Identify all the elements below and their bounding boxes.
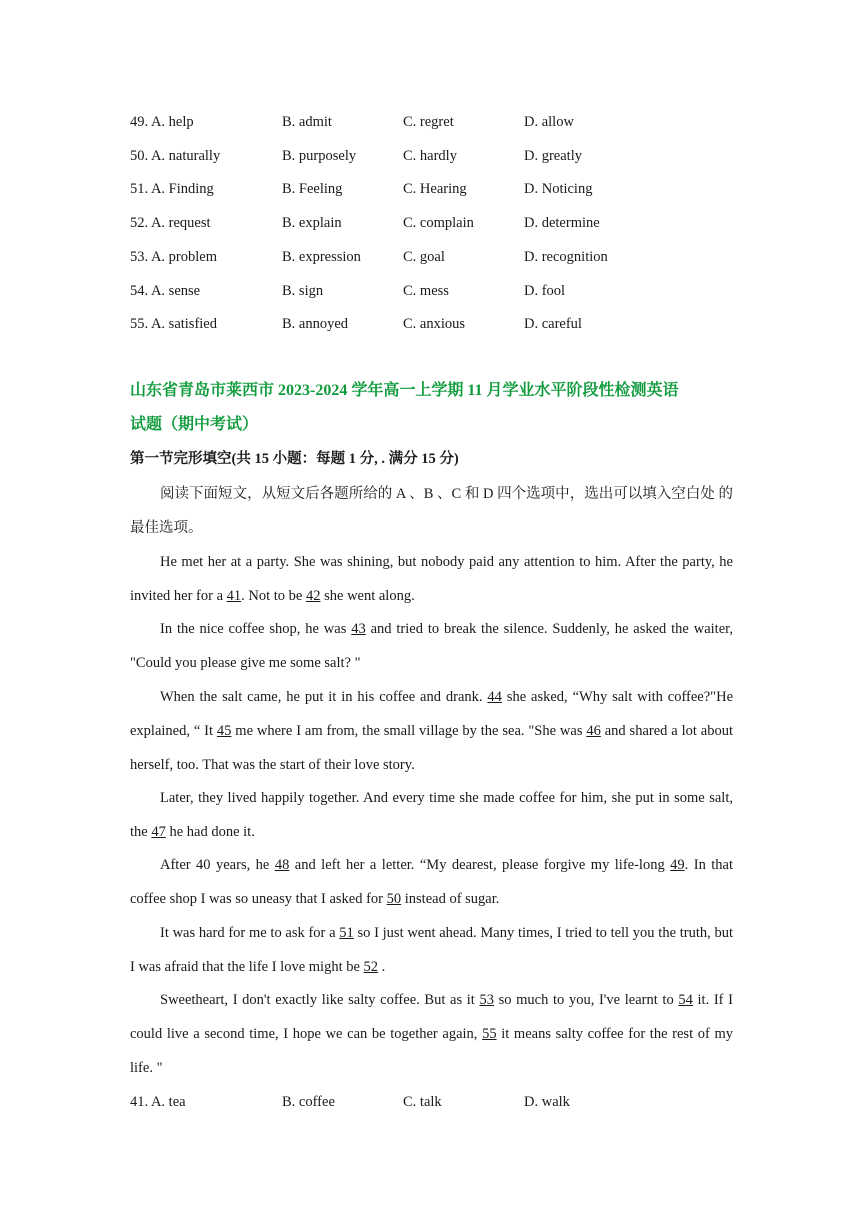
- option-a: 50. A. naturally: [130, 148, 221, 164]
- exam-title-line-2: 试题（期中考试）: [130, 416, 259, 433]
- section-heading: 第一节完形填空(共 15 小题：每题 1 分, . 满分 15 分): [130, 451, 459, 467]
- option-d: D. recognition: [524, 249, 608, 265]
- option-b: B. annoyed: [282, 316, 349, 332]
- blank-43: 43: [351, 621, 366, 637]
- option-b: B. purposely: [282, 148, 357, 164]
- blank-50: 50: [386, 891, 402, 907]
- option-d: D. greatly: [524, 148, 582, 164]
- option-c: C. talk: [403, 1094, 442, 1110]
- option-b: B. coffee: [282, 1094, 335, 1110]
- blank-47: 47: [151, 824, 166, 840]
- option-d: D. determine: [524, 215, 600, 231]
- option-row-50: [130, 146, 730, 166]
- blank-46: 46: [586, 723, 601, 739]
- option-row-53: [130, 247, 730, 267]
- option-a: 55. A. satisfied: [130, 316, 217, 332]
- passage-paragraph-7: Sweetheart, I don't exactly like salty coffee. But as it 53 so much to you, I've learnt to 54 it. If I could live a second time, I hope we can be together again, 55 it means salty coffee for the rest of my life. ": [130, 992, 733, 1076]
- blank-42: 42: [305, 588, 321, 604]
- option-d: D. walk: [524, 1094, 570, 1110]
- option-a: 51. A. Finding: [130, 181, 214, 197]
- passage-paragraph-4: Later, they lived happily together. And every time she made coffee for him, she put in some salt, the 47 he had done it.: [130, 790, 733, 840]
- option-b: B. expression: [282, 249, 361, 265]
- option-c: C. Hearing: [403, 181, 467, 197]
- blank-44: 44: [487, 689, 502, 705]
- option-row-54: [130, 281, 730, 301]
- instructions: 阅读下面短文，从短文后各题所给的 A 、B 、C 和 D 四个选项中，选出可以填入空白处 的最佳选项。: [130, 486, 733, 536]
- option-row-55: [130, 314, 730, 334]
- option-c: C. regret: [403, 114, 454, 130]
- option-c: C. hardly: [403, 148, 457, 164]
- blank-49: 49: [670, 857, 685, 873]
- option-c: C. anxious: [403, 316, 466, 332]
- passage-paragraph-2: In the nice coffee shop, he was 43 and tried to break the silence. Suddenly, he asked the waiter, "Could you please give me some salt? ": [130, 621, 734, 671]
- option-b: B. explain: [282, 215, 342, 231]
- option-a: 54. A. sense: [130, 283, 201, 299]
- passage-paragraph-6: It was hard for me to ask for a 51 so I just went ahead. Many times, I tried to tell you the truth, but I was afraid that the life I love might be 52 .: [130, 925, 733, 975]
- option-c: C. complain: [403, 215, 474, 231]
- option-a: 53. A. problem: [130, 249, 217, 265]
- option-row-41: [130, 1092, 730, 1112]
- option-a: 41. A. tea: [130, 1094, 186, 1110]
- option-d: D. allow: [524, 114, 574, 130]
- option-b: B. Feeling: [282, 181, 343, 197]
- blank-48: 48: [274, 857, 290, 873]
- blank-45: 45: [216, 723, 232, 739]
- option-d: D. Noticing: [524, 181, 593, 197]
- exam-title: [130, 374, 734, 444]
- blank-55: 55: [482, 1026, 497, 1042]
- option-b: B. admit: [282, 114, 332, 130]
- option-row-52: [130, 213, 730, 233]
- blank-54: 54: [678, 992, 693, 1008]
- option-a: 49. A. help: [130, 114, 194, 130]
- option-row-51: [130, 179, 730, 199]
- option-c: C. goal: [403, 249, 445, 265]
- option-d: D. careful: [524, 316, 582, 332]
- blank-53: 53: [479, 992, 494, 1008]
- option-b: B. sign: [282, 283, 324, 299]
- passage-paragraph-5: After 40 years, he 48 and left her a letter. “My dearest, please forgive my life-long 49. In that coffee shop I was so uneasy that I asked for 50 instead of sugar.: [130, 857, 734, 907]
- exam-title-line-1: 山东省青岛市莱西市 2023-2024 学年高一上学期 11 月学业水平阶段性检测英语: [130, 382, 679, 399]
- passage-paragraph-3: When the salt came, he put it in his coffee and drank. 44 she asked, “Why salt with coffee?"He explained, “ It 45 me where I am from, the small village by the sea. "She was 46 and shared a lot about herself, too. That was the start of their love story.: [130, 689, 734, 773]
- blank-51: 51: [339, 925, 354, 941]
- option-a: 52. A. request: [130, 215, 211, 231]
- option-row-49: [130, 112, 730, 132]
- option-d: D. fool: [524, 283, 566, 299]
- option-c: C. mess: [403, 283, 449, 299]
- passage-paragraph-1: He met her at a party. She was shining, but nobody paid any attention to him. After the party, he invited her for a 41. Not to be 42 she went along.: [130, 554, 733, 604]
- blank-52: 52: [363, 959, 379, 975]
- blank-41: 41: [226, 588, 242, 604]
